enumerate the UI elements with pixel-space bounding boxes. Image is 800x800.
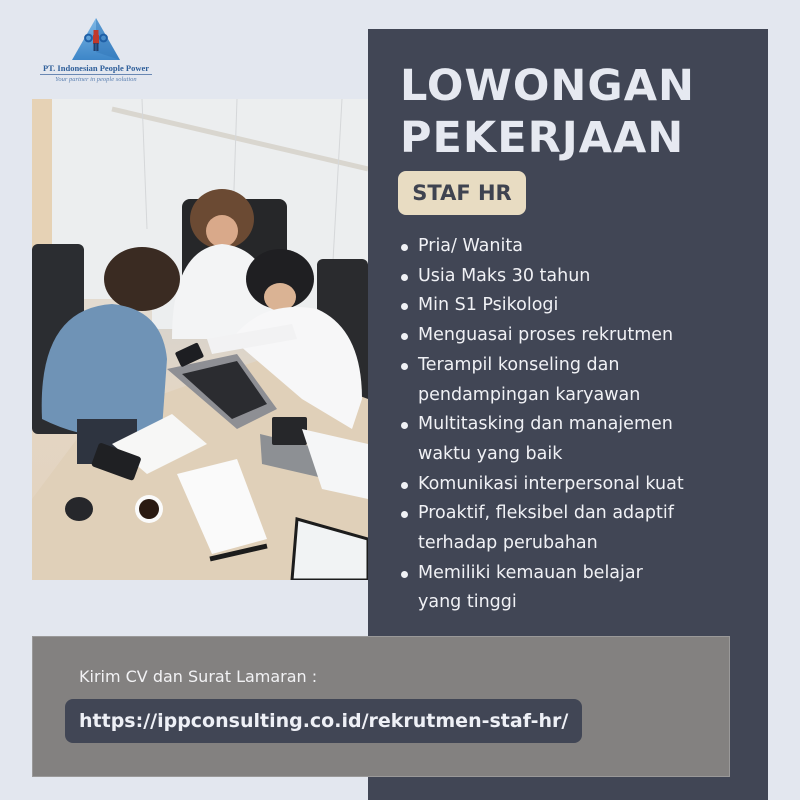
requirement-item: Usia Maks 30 tahun (398, 262, 738, 292)
requirements-list (398, 232, 738, 618)
position-badge: STAF HR (398, 171, 526, 215)
company-tagline: Your partner in people solution (55, 76, 137, 83)
logo-triangle-icon (70, 16, 122, 62)
requirement-item: Menguasai proses rekrutmen (398, 321, 738, 351)
requirement-item: Terampil konseling dan pendampingan karyawan (398, 351, 738, 410)
requirement-item: Pria/ Wanita (398, 232, 738, 262)
company-logo (40, 16, 152, 88)
office-team-photo (32, 99, 368, 580)
application-instruction: Kirim CV dan Surat Lamaran : (79, 667, 318, 686)
requirement-item: Memiliki kemauan belajar yang tinggi (398, 559, 738, 618)
application-box (32, 636, 730, 777)
title-line-2: PEKERJAAN (400, 113, 685, 163)
requirement-item: Proaktif, fleksibel dan adaptif terhadap perubahan (398, 499, 738, 558)
application-url-link[interactable]: https://ippconsulting.co.id/rekrutmen-staf-hr/ (65, 699, 582, 743)
requirement-item: Komunikasi interpersonal kuat (398, 470, 738, 500)
photo-illustration-icon (32, 99, 368, 580)
company-name: PT. Indonesian People Power (40, 63, 152, 75)
page-title (400, 60, 695, 164)
requirement-item: Min S1 Psikologi (398, 291, 738, 321)
title-line-1: LOWONGAN (400, 61, 695, 111)
requirement-item: Multitasking dan manajemen waktu yang baik (398, 410, 738, 469)
